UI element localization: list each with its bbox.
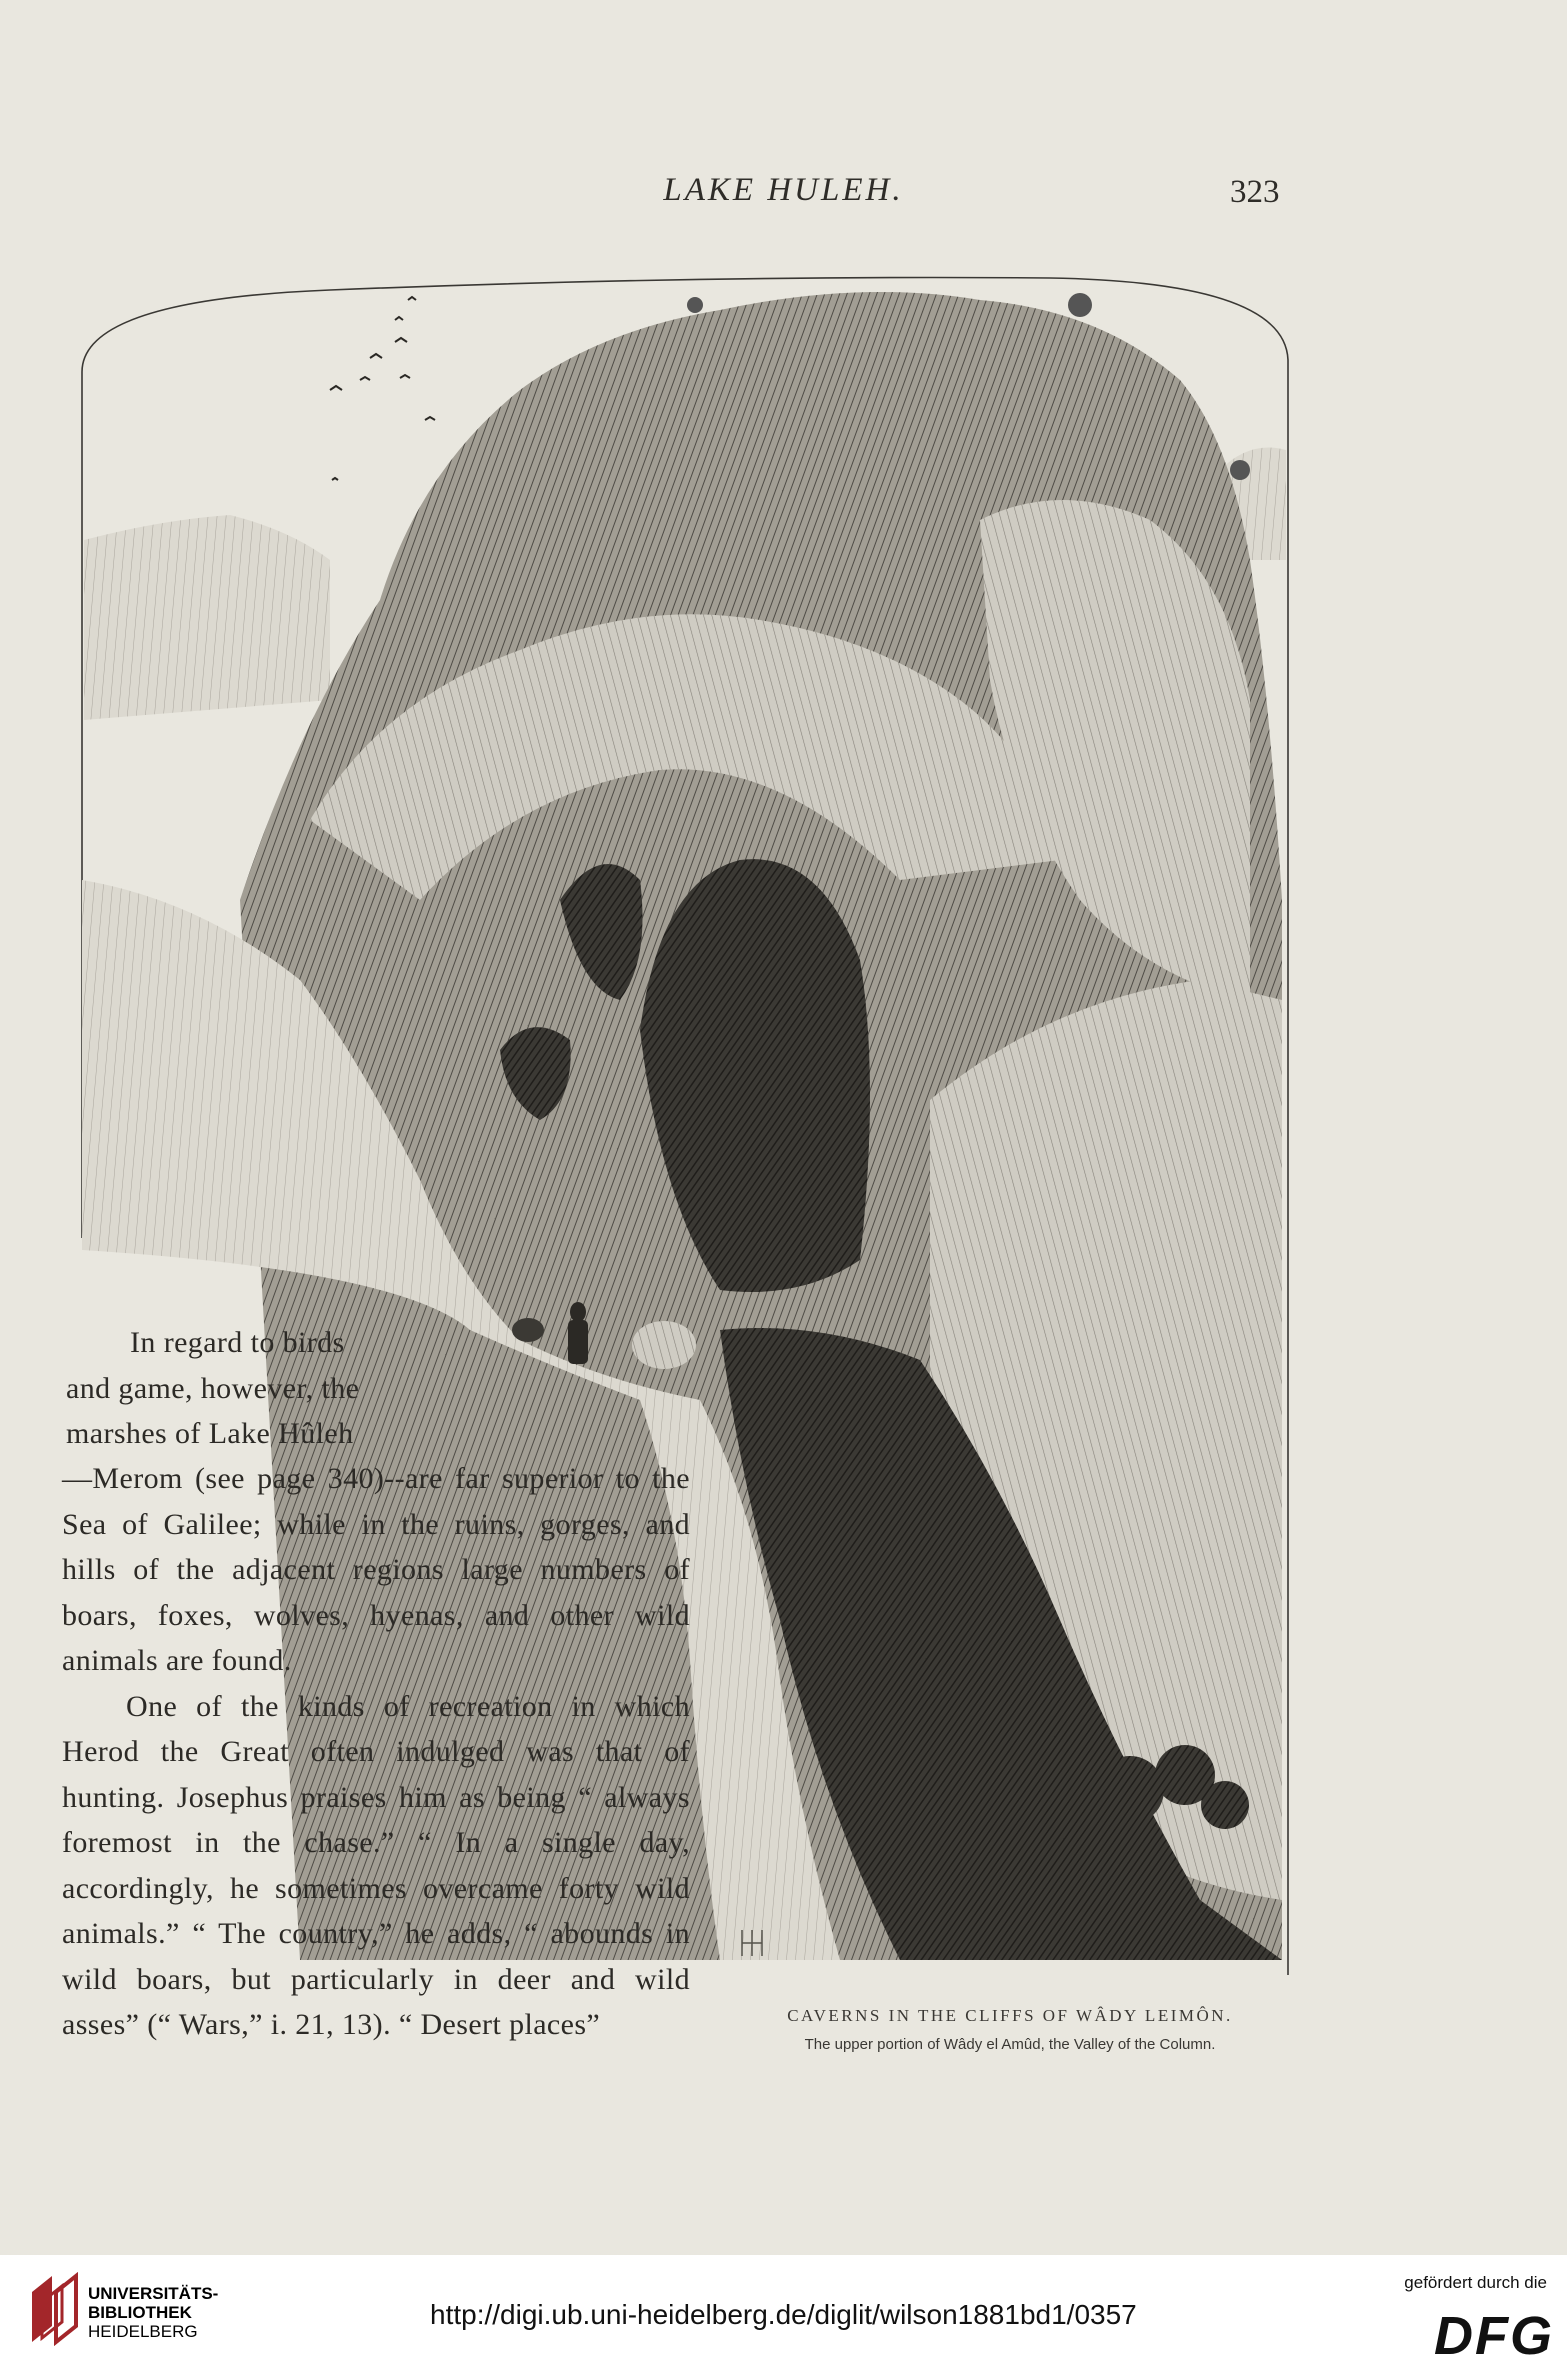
caption-title: CAVERNS IN THE CLIFFS OF WÂDY LEIMÔN. (787, 2006, 1233, 2025)
source-url-link[interactable]: http://digi.ub.uni-heidelberg.de/diglit/wilson1881bd1/0357 (430, 2299, 1137, 2330)
text-line: marshes of Lake Hûleh (66, 1417, 354, 1450)
body-column (62, 1456, 690, 2048)
caption-subtitle: The upper portion of Wâdy el Amûd, the Valley of the Column. (804, 2036, 1216, 2053)
running-head: LAKE HULEH. (663, 172, 904, 208)
dfg-logo: DFG (1434, 2306, 1554, 2366)
library-name-line: HEIDELBERG (88, 2322, 198, 2341)
library-logo-icon (28, 2272, 80, 2346)
paragraph-1: —Merom (see page 340)--are far superior to the Sea of Galilee; while in the ruins, gorges, and hills of the adjacent regions large numbers of boars, foxes, wolves, hyenas, and other wild animals are found. (62, 1462, 690, 1677)
text-line: In regard to birds (130, 1326, 345, 1359)
text-line: and game, however, the (66, 1371, 360, 1405)
paragraph-2: One of the kinds of recreation in which Herod the Great often indulged was that of hunting. Josephus praises him as being “ always foremost in the chase.” “ In a single day, accordingly, he sometimes overcame forty wild animals.” “ The country,” he adds, “ abounds in wild boars, but particularly in deer and wild asses” (“ Wars,” i. 21, 13). “ Desert places” (62, 1689, 690, 2041)
funded-by-label: gefördert durch die (1404, 2273, 1547, 2292)
library-name (88, 2284, 218, 2341)
page-number: 323 (1230, 174, 1280, 210)
library-name-line: UNIVERSITÄTS- (88, 2284, 219, 2303)
birds (330, 297, 435, 480)
library-name-line: BIBLIOTHEK (88, 2303, 192, 2322)
paragraph-opening-lines (66, 1320, 376, 1457)
